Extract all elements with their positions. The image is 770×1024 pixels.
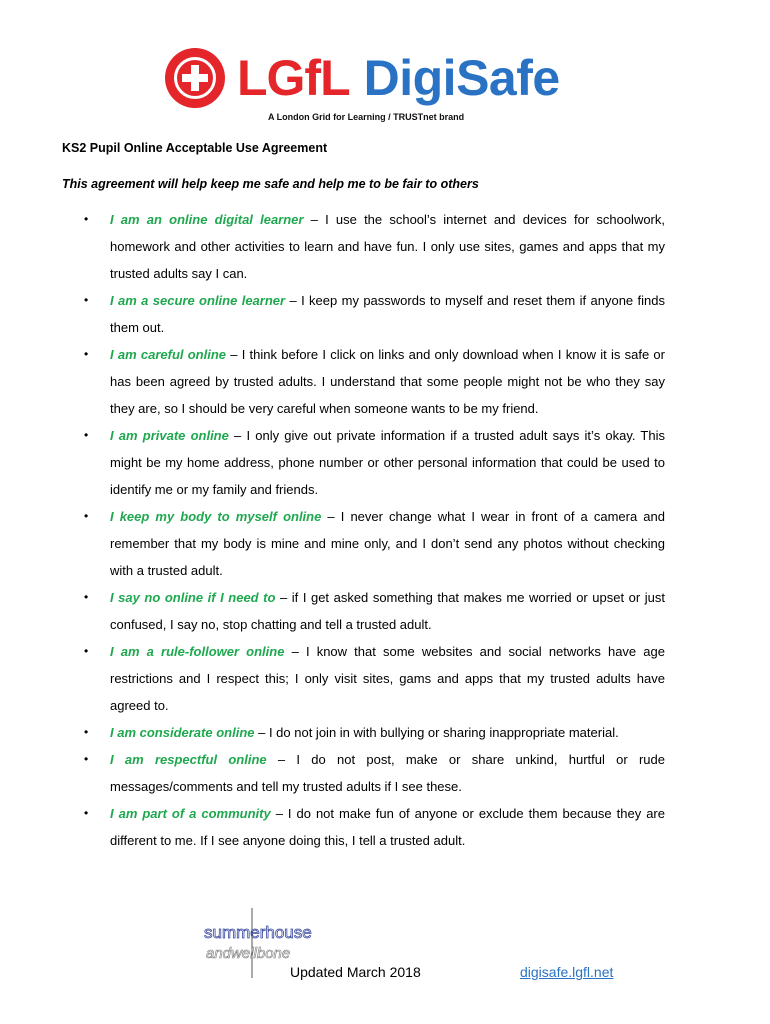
list-item bbox=[0, 503, 770, 584]
rule-highlight: I am a secure online learner bbox=[110, 293, 286, 308]
rule-highlight: I keep my body to myself online bbox=[110, 509, 322, 524]
updated-date: Updated March 2018 bbox=[290, 964, 421, 980]
rule-highlight: I am private online bbox=[110, 428, 229, 443]
page-title: KS2 Pupil Online Acceptable Use Agreement bbox=[62, 141, 328, 155]
rule-text: – I do not join in with bullying or sharing inappropriate material. bbox=[254, 725, 619, 740]
rule-text: – I keep my passwords to myself and reset them if anyone finds them out. bbox=[110, 293, 665, 335]
rule-text: – I do not make fun of anyone or exclude them because they are different to me. If I see anyone doing this, I tell a trusted adult. bbox=[110, 806, 665, 848]
digisafe-link[interactable]: digisafe.lgfl.net bbox=[520, 964, 614, 980]
list-item bbox=[0, 341, 770, 422]
rule-text: – if I get asked something that makes me worried or upset or just confused, I say no, stop chatting and tell a trusted adult. bbox=[110, 590, 665, 632]
rule-highlight: I am respectful online bbox=[110, 752, 267, 767]
rule-text: – I never change what I wear in front of a camera and remember that my body is mine and mine only, and I don’t send any photos without checking with a trusted adult. bbox=[110, 509, 665, 578]
rule-text: – I know that some websites and social networks have age restrictions and I respect this; I only visit sites, gams and apps that my trusted adults have agreed to. bbox=[110, 644, 665, 713]
school-logo bbox=[200, 908, 312, 980]
school-logo-text-bottom: andwellbone bbox=[206, 945, 291, 962]
lgfl-digisafe-logo bbox=[165, 45, 560, 111]
list-item bbox=[0, 746, 770, 800]
rule-text: – I think before I click on links and only download when I know it is safe or has been agreed by trusted adults. I understand that some people might not be who they say they are, so I should be very careful when someone wants to be my friend. bbox=[110, 347, 665, 416]
list-item bbox=[0, 719, 770, 746]
list-item bbox=[0, 422, 770, 503]
list-item bbox=[0, 638, 770, 719]
bullet-icon: • bbox=[84, 806, 89, 820]
rule-highlight: I am part of a community bbox=[110, 806, 271, 821]
rule-highlight: I am careful online bbox=[110, 347, 227, 362]
list-item bbox=[0, 206, 770, 287]
intro-statement: This agreement will help keep me safe and help me to be fair to others bbox=[62, 177, 479, 191]
bullet-icon: • bbox=[84, 725, 89, 739]
rule-text: – I use the school’s internet and devices for schoolwork, homework and other activities to learn and have fun. I only use sites, games and apps that my trusted adults say I can. bbox=[110, 212, 665, 281]
bullet-icon: • bbox=[84, 752, 89, 766]
bullet-icon: • bbox=[84, 644, 89, 658]
logo-lgfl-text: LGfL bbox=[237, 50, 350, 106]
rule-highlight: I say no online if I need to bbox=[110, 590, 276, 605]
rule-text: – I do not post, make or share unkind, hurtful or rude messages/comments and tell my trusted adults if I see these. bbox=[110, 752, 665, 794]
school-logo-text-top: summerhouse bbox=[204, 923, 312, 942]
bullet-icon: • bbox=[84, 590, 89, 604]
bullet-icon: • bbox=[84, 428, 89, 442]
rule-highlight: I am considerate online bbox=[110, 725, 255, 740]
list-item bbox=[0, 800, 770, 854]
list-item bbox=[0, 584, 770, 638]
bullet-icon: • bbox=[84, 212, 89, 226]
list-item bbox=[0, 287, 770, 341]
logo-digisafe-text: DigiSafe bbox=[363, 50, 560, 106]
rule-text: – I only give out private information if a trusted adult says it’s okay. This might be my home address, phone number or other personal information that could be used to identify me or my family and friends. bbox=[110, 428, 665, 497]
bullet-icon: • bbox=[84, 293, 89, 307]
bullet-icon: • bbox=[84, 347, 89, 361]
rules-list bbox=[0, 206, 770, 854]
brand-tagline: A London Grid for Learning / TRUSTnet brand bbox=[268, 112, 465, 122]
rule-highlight: I am an online digital learner bbox=[110, 212, 304, 227]
rule-highlight: I am a rule-follower online bbox=[110, 644, 285, 659]
bullet-icon: • bbox=[84, 509, 89, 523]
lifebuoy-cross-icon bbox=[165, 48, 225, 108]
